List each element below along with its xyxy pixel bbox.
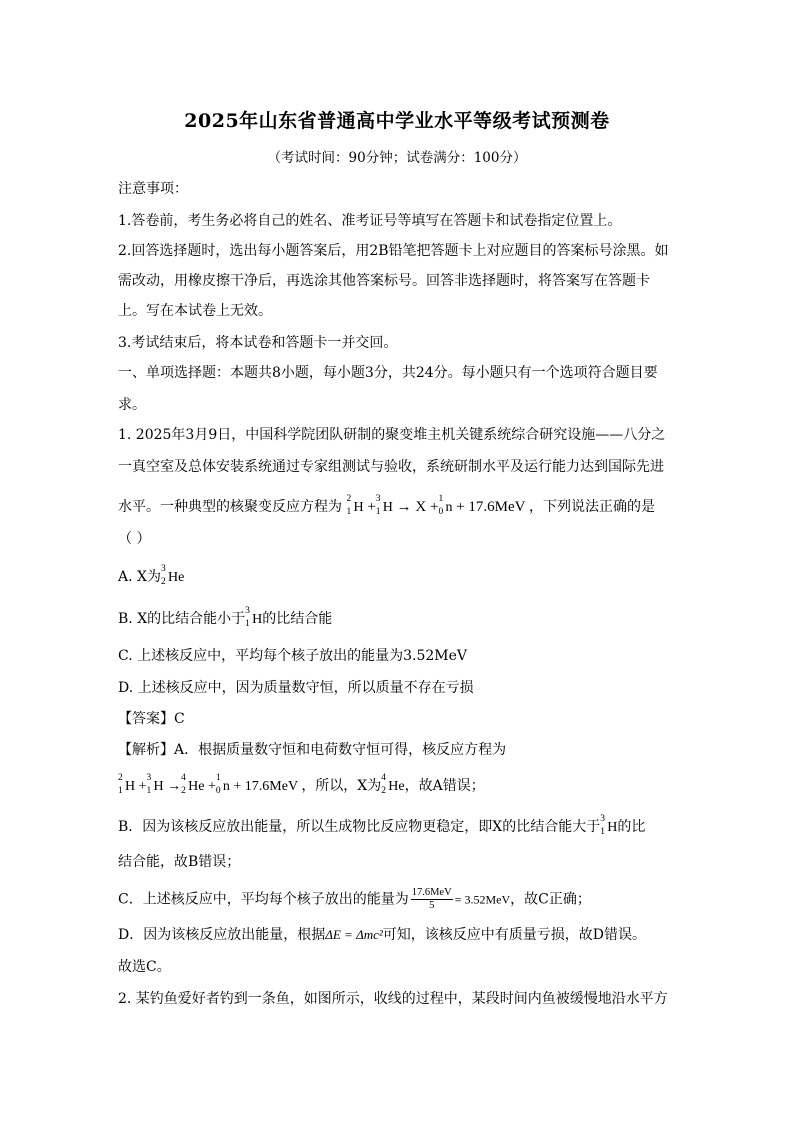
analysis-line-1: 【解析】A．根据质量数守恒和电荷数守恒可得，核反应方程为 [118,742,507,758]
question-1-line-1: 1. 2025年3月9日，中国科学院团队研制的聚变堆主机关键系统综合研究设施——八分之 [118,427,666,443]
section-heading-line-1: 一、单项选择题：本题共8小题，每小题3分，共24分。每小题只有一个选项符合题目要 [118,365,658,381]
option-a: A. X为 3 2 He [118,564,185,587]
reaction-equation: 2 1 H + 3 1 H → X + 1 0 n + 17.6MeV [346,494,529,517]
notice-item-2-line-3: 上。写在本试卷上无效。 [118,303,272,319]
analysis-b-line-1: B．因为该核反应放出能量，所以生成物比反应物更稳定，即X的比结合能大于 3 1 H的比 [118,814,646,837]
notice-item-2-line-1: 2.回答选择题时，选出每小题答案后，用2B铅笔把答题卡上对应题目的答案标号涂黑。如 [118,243,669,259]
analysis-c: C．上述核反应中，平均每个核子放出的能量为 $\frac{\text{17.6MeV}}{5}$ = 3.52MeV，故C正确； [118,887,591,911]
answer-label: 【答案】C [118,711,185,727]
energy-fraction: $\frac{\text{17.6MeV}}{5}$ [411,887,452,911]
question-1-line-3: 水平。一种典型的核聚变反应方程为 2 1 H + 3 1 H → X + 1 0 n + 17.6MeV ，下列说法正确的是 [118,494,655,517]
conclusion: 故选C。 [118,959,171,975]
option-c: C. 上述核反应中，平均每个核子放出的能量为3.52MeV [118,648,468,664]
option-d: D. 上述核反应中，因为质量数守恒，所以质量不存在亏损 [118,680,474,696]
answer-bracket: （ ） [118,531,151,547]
analysis-b-line-2: 结合能，故B错误； [118,854,241,870]
notice-item-3: 3.考试结束后，将本试卷和答题卡一并交回。 [118,335,398,351]
question-1-line-2: 一真空室及总体安装系统通过专家组测试与验收，系统研制水平及运行能力达到国际先进 [118,459,664,475]
exam-info: （考试时间：90分钟；试卷满分：100分） [267,150,527,166]
notice-item-1: 1.答卷前，考生务必将自己的姓名、准考证号等填写在答题卡和试卷指定位置上。 [118,213,622,229]
section-heading-line-2: 求。 [118,397,146,413]
option-b: B. X的比结合能小于 3 1 H的比结合能 [118,606,333,629]
question-2-line-1: 2. 某钓鱼爱好者钓到一条鱼，如图所示，收线的过程中，某段时间内鱼被缓慢地沿水平方 [118,991,668,1007]
notice-item-2-line-2: 需改动，用橡皮擦干净后，再选涂其他答案标号。回答非选择题时，将答案写在答题卡 [118,273,650,289]
notice-heading: 注意事项： [118,181,188,197]
page-title: 2025年山东省普通高中学业水平等级考试预测卷 [184,110,610,132]
analysis-d: D．因为该核反应放出能量，根据ΔE = Δmc²可知，该核反应中有质量亏损，故D错误。 [118,927,646,943]
analysis-equation-line: 2 1 H + 3 1 H → 4 2 He + 1 0 n + 17.6MeV ，所以，X为 4 2 He，故A错误； [118,773,485,796]
